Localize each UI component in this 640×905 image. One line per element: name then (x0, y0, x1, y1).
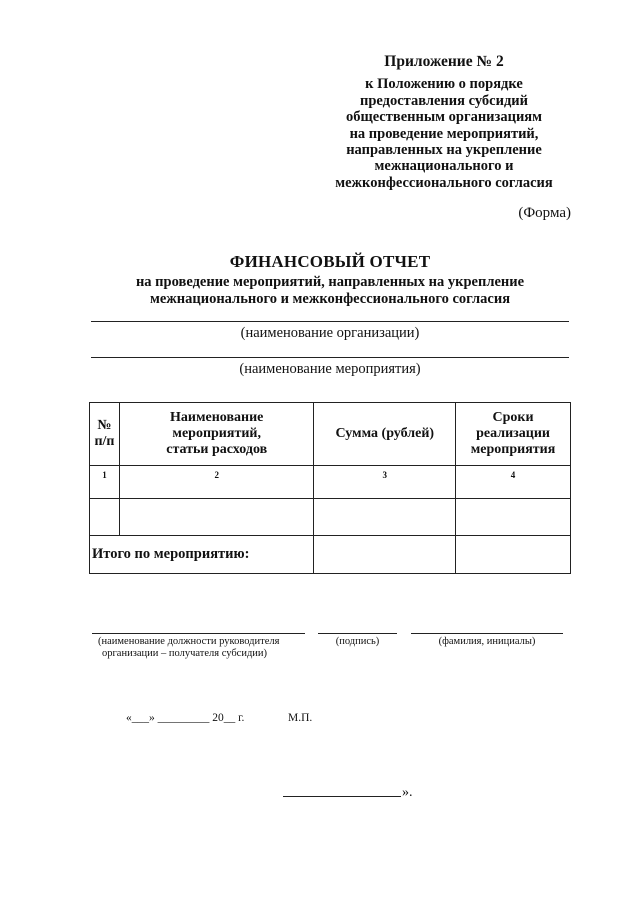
appendix-line: на проведение мероприятий, (349, 125, 539, 142)
position-caption-line: (наименование должности руководителя (98, 636, 280, 647)
header-terms (456, 403, 571, 466)
column-number: 1 (90, 466, 120, 499)
header-number (90, 403, 120, 466)
header-amount: Сумма (рублей) (314, 403, 456, 466)
appendix-line: направленных на укрепление (346, 142, 542, 159)
header-number-line: № (97, 418, 112, 433)
header-terms-line: Сроки (492, 410, 534, 425)
position-caption (98, 636, 298, 660)
header-number-line: п/п (94, 434, 115, 449)
column-number-row (90, 466, 571, 499)
header-event-line: статьи расходов (166, 442, 268, 457)
appendix-line: общественным организациям (345, 109, 543, 126)
appendix-line: межконфессионального согласия (335, 174, 553, 191)
table-cell[interactable] (90, 499, 120, 536)
appendix-block (330, 54, 558, 191)
report-table (89, 402, 571, 574)
header-terms-line: мероприятия (470, 442, 556, 457)
total-label: Итого по мероприятию: (90, 536, 314, 574)
table-cell[interactable] (456, 499, 571, 536)
closing-fill-line[interactable] (283, 796, 401, 797)
report-title: ФИНАНСОВЫЙ ОТЧЕТ (229, 252, 431, 271)
table-cell[interactable] (119, 499, 314, 536)
organization-caption: (наименование организации) (240, 325, 420, 341)
report-subtitle (0, 274, 640, 308)
total-amount-cell[interactable] (314, 536, 456, 574)
column-number: 4 (456, 466, 571, 499)
table-header-row (90, 403, 571, 466)
header-event-name (119, 403, 314, 466)
table-row (90, 499, 571, 536)
appendix-line: к Положению о порядке (365, 76, 523, 93)
total-row (90, 536, 571, 574)
appendix-title: Приложение № 2 (384, 53, 504, 70)
organization-fill-line[interactable] (91, 321, 569, 322)
report-subtitle-line: межнационального и межконфессионального согласия (149, 291, 511, 307)
appendix-line: межнационального и (374, 158, 514, 175)
column-number: 3 (314, 466, 456, 499)
name-signature-line[interactable] (411, 633, 563, 634)
report-subtitle-line: на проведение мероприятий, направленных на укрепление (135, 274, 525, 290)
signature-line[interactable] (318, 633, 397, 634)
table-cell[interactable] (314, 499, 456, 536)
event-caption: (наименование мероприятия) (239, 361, 421, 377)
position-signature-line[interactable] (92, 633, 305, 634)
form-label: (Форма) (518, 205, 571, 221)
appendix-line: предоставления субсидий (359, 92, 528, 109)
name-caption: (фамилия, инициалы) (438, 636, 536, 647)
header-event-line: мероприятий, (172, 426, 261, 441)
position-caption-line: организации – получателя субсидии) (102, 648, 268, 659)
header-terms-line: реализации (476, 426, 550, 441)
header-event-line: Наименование (170, 410, 264, 425)
date-line: «___» _________ 20__ г. (126, 712, 245, 724)
total-terms-cell[interactable] (456, 536, 571, 574)
column-number: 2 (119, 466, 314, 499)
event-fill-line[interactable] (91, 357, 569, 358)
signature-caption: (подпись) (335, 636, 380, 647)
closing-mark: ». (402, 785, 413, 800)
stamp-label: М.П. (288, 712, 313, 724)
